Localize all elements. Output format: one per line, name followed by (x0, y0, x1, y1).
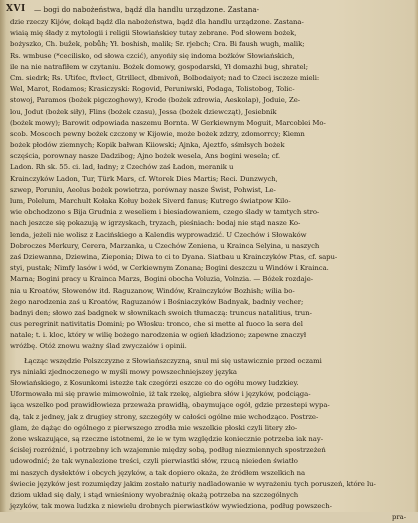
text-line: Ladon. Rh sk. 55. ci. lad, ładny; z Czechów zaś Ładon, meranik u (10, 163, 234, 172)
text-line: Dobroczes Merkury, Cerera, Marzanka, u Czechów Zeniena, u Krainca Selyina, u naszych (10, 241, 320, 250)
running-head: — bogi do nabożeństwa, bądź dla handlu urządzone. Zastana- (34, 5, 260, 14)
text-line: mi naszych dysłektów i obcych języków, a tak dopiero okaża, że źródłem wszelkich na (10, 468, 306, 477)
text-line: dziom układ się daly, i stąd wnieśniony wyobraźnię okażą potrzeba na szczególnych (10, 490, 299, 499)
text-line: Marna; Bogini pracy u Krainca Marzs, Bogini obocha Voluzia, Volnzia. — Bóżek rozdaje- (10, 275, 314, 284)
page-spine-shadow (0, 0, 6, 512)
text-line: lou, Jodut (bożek siły), Flins (bożek czasu), Jessa (bożek dziewcząt), Jesiebnik (10, 107, 277, 116)
text-line: lenda, jeżeli nie wolisz z Łacińskiego a Kalendis wyprowadzić. U Czechów i Słowaków (10, 230, 307, 239)
text-line: styi, pustak; Nimfy lasów i wód, w Cerkiewnym Zonana; Bogini deszczu u Windów i Krainca. (10, 264, 329, 273)
text-line: Rs. wmbuse (*cecilisko, od słowa czcić), anyońiy się indoma bożków Słowiańskich, (10, 51, 295, 60)
text-line: sczęścia, porownay nasze Dadzibog; Ajno bożek wesela, Ans bogini wesela; cf. (10, 152, 280, 161)
text-line: udowodnić; że tak wynalezione treści, czyli pierwiastki słów, rzucą nieieden światło (10, 457, 298, 466)
text-line: ile na nie natrafiłem w czytaniu. Bożek domowy, gospodarski, Ył domazhi bug, shratel; (10, 62, 308, 71)
text-line: natale; t. i. kloc, który w wilię bożego narodzenia w ogień kładziono; zapewne znaczył (10, 331, 307, 340)
catchword: pra- (392, 513, 406, 522)
text-line: iąca wszelko pod prawidłowieza przeważa prawidłą, obaymujące ogół, gdzie przestepi wypa- (10, 401, 330, 410)
text-line: wiaią mię śłady z mytologii i religii Słowiańskiey tutay zebrane. Pod słowem bożek, (10, 29, 297, 38)
text-line: Łącząc wszędzie Polszczyzne z Słowiańszczyzną, snul mi się ustawicznie przed oczami (24, 356, 322, 365)
text-line: glam, że dążąc do ogólnego z pierwszego zrodła mie wszelkie płoski czyli litery zło- (10, 423, 298, 432)
text-line: Krainczyków Ladon, Tur, Türk Mars, cf. Wtorek Dies Martis; Reci. Dunzwych, (10, 174, 278, 183)
text-line: dzie rzeczy Kijów, dokąd bądź dla nabożeństwa, bądź dla handlu urządzone. Zastana- (10, 18, 304, 26)
text-line: szwep, Poruniu, Aeolus bożek powietrza, porównay nasze Świst, Pohwist, Le- (10, 185, 276, 194)
page-number: XVI (6, 4, 26, 14)
text-line: języków, tak mowa ludzka z niewielu drobnych pierwiastków wywiedziona, podług powszech- (10, 502, 332, 511)
text-line: (bożek mowy); Barowit odpowiada naszemu Bornta. W Gerkiewnym Moguit, Marcoblei Mo- (10, 118, 326, 127)
text-line: cus peregrinit nativitatis Domini; po Włosku: tronco, che si mette al fuoco la sera del (10, 320, 303, 329)
text-line: Cm. siedrk; Rs. Ưtiťec, ftvlect, Gtrillect, dbmivoň, Bolbodaiyot; nad to Czeci isczeze mieli: (10, 73, 320, 82)
text-line: świecie języków jest rozumiędzy jakim zostało naturiy nadladowanie w wyrażeniu tych poruszeń, które lu- (10, 479, 376, 488)
text-line: stowoj, Paramos (bożek pigczoghowy), Krode (bożek zdrowia, Aeskolap), Joduie, Ze- (10, 96, 301, 105)
page-edge-shadow (414, 0, 418, 512)
text-line: lum, Polelum, Marchult Kołaka Kołuy bożek Siverd fanus; Kutrego światpow Kilo- (10, 197, 291, 205)
text-line: wróżbę. Otóż znowu ważny ślad zwyczaiów i opinii. (10, 342, 187, 351)
text-line: nia u Kroatów, Słowenów itd. Raguzanow, Windów, Krainczyków Bozhish; wilia bo- (10, 286, 295, 295)
text-line: bożek płodów ziemnych; Kopik bałwan Kiiowski; Ajnka, Ajeztfo, sśmłsych bożek (10, 141, 285, 150)
text-line: wie obchodzono s Bija Grudnia z weseliem i biesiadowaniem, czego ślady w tamtych stro- (10, 208, 320, 217)
text-line: Wel, Marot, Rodamos; Krasiczyski: Rogovid, Peruniwski, Podaga, Tolistobog, Tolic- (10, 85, 295, 94)
text-line: żone wskazujące, są rzeczne istotnemi, że ie w tym względzie koniecznie potrzeba iak nay- (10, 434, 323, 443)
text-line: Uformowała mi się prawie mimowolnie, iż tak rzekę, algiebra słów i języków, podciąga- (10, 390, 311, 399)
text-line: badnyi den; słowo zaś badgnek w słownikach swoich tłumaczą: truncus natalitius, trun- (10, 308, 312, 317)
text-line: ścislej rozróżnić, i potrzebny ich wzajemnie między sobą, podług niezmiennych spostrzeżeń (10, 446, 326, 455)
text-line: bożyszko, Ch. bužek, pobůh; Ył. boshish, malik; Sr. rjebch; Cra. Bi faush wugh, malik; (10, 40, 305, 49)
text-line: scob. Moscoch pewny bożek czczony w Kijowie, może bożek zdzry, zdomorrcy; Kiemn (10, 129, 305, 138)
text-line: zaś Dziewanna, Dziewina, Zieponia; Diwa to ci to Dyana. Siatbau u Krainczyków Ptas, cf. sapu- (10, 252, 338, 261)
text-line: rys niniaki zjednoczenego w myśli mowy powszechniejszey języka (10, 367, 237, 376)
text-line: dą, tak z jedney, jak z drugiey strony, szczegóły w całości ogólne mie wchodząco. Postrze- (10, 412, 319, 421)
page-header (6, 4, 406, 16)
text-line: nach jeszcze się pokazują w igrzyskach, tryzach, pieśniach: bodaj nie stąd nasze Ko- (10, 219, 301, 228)
text-line: żego narodzenia zaś u Kroatów, Raguzanów i Bośniaczyków Badnyak, badniy vecher; (10, 297, 304, 306)
body-text (10, 17, 406, 522)
text-line: Słowiańskiego, z Kosunkomi istezże tak czegórzi eszcze co do ogółu mowy ludzkiey. (10, 379, 299, 387)
